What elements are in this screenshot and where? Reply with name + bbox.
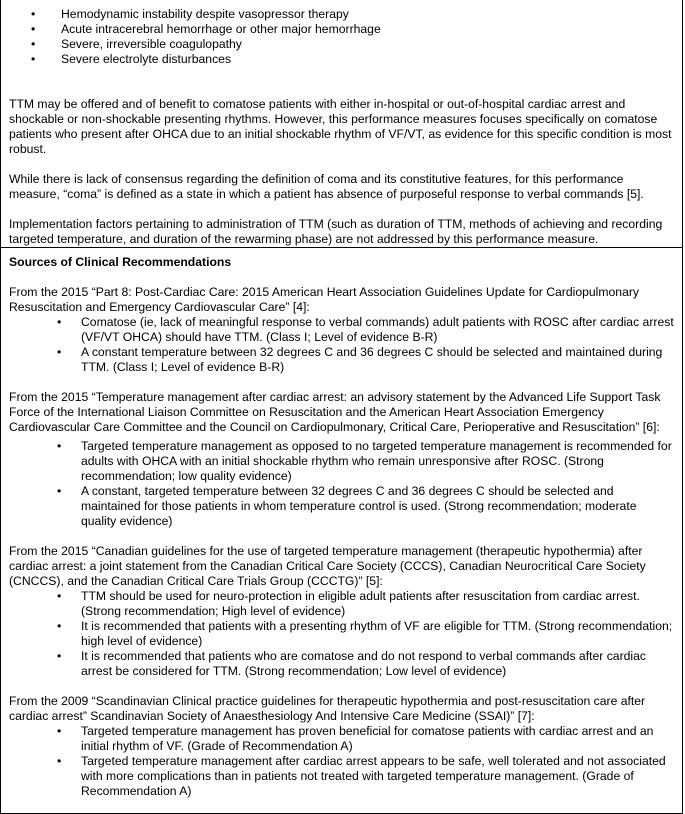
- list-item: • It is recommended that patients with a presenting rhythm of VF are eligible for TTM. (Strong recommendation; high level of evidence): [81, 619, 674, 649]
- list-item: • Comatose (ie, lack of meaningful response to verbal commands) adult patients with ROSC after cardiac arrest (VF/VT OHCA) should have TTM. (Class I; Level of evidence B-R): [81, 315, 674, 345]
- list-item: • It is recommended that patients who are comatose and do not respond to verbal commands after cardiac arrest be considered for TTM. (Strong recommendation; Low level of evidence): [81, 649, 674, 679]
- source-intro-aha: From the 2015 “Part 8: Post-Cardiac Care: 2015 American Heart Association Guidelines Update for Cardiopulmonary Resuscitation and Emergency Cardiovascular Care” [4]:: [9, 285, 639, 314]
- list-item: • Severe electrolyte disturbances: [61, 52, 674, 67]
- list-item: • A constant temperature between 32 degrees C and 36 degrees C should be selected and maintained during TTM. (Class I; Level of evidence B-R): [81, 345, 674, 375]
- list-item: • Acute intracerebral hemorrhage or other major hemorrhage: [61, 22, 674, 37]
- recommendation-list: [9, 315, 674, 375]
- recommendation-list: [9, 724, 674, 799]
- list-item: • TTM should be used for neuro-protection in eligible adult patients after resuscitation from cardiac arrest. (Strong recommendation; High level of evidence): [81, 589, 674, 619]
- list-item: • Targeted temperature management has proven beneficial for comatose patients with cardiac arrest and an initial rhythm of VF. (Grade of Recommendation A): [81, 724, 674, 754]
- list-item: • Hemodynamic instability despite vasopressor therapy: [61, 7, 674, 22]
- measure-details-cell: [1, 0, 682, 248]
- list-item: • Targeted temperature management after cardiac arrest appears to be safe, well tolerated and not associated with more complications than in patients not treated with targeted temperature management. (Grade of Recommendation A): [81, 754, 674, 799]
- sources-heading: Sources of Clinical Recommendations: [9, 255, 232, 269]
- source-intro-canadian: From the 2015 “Canadian guidelines for the use of targeted temperature management (therapeutic hypothermia) after cardiac arrest: a joint statement from the Canadian Critical Care Society (CCCS), Canadian Neurocritical Care Society (CNCCS), and the Canadian Critical Care Trials Group (CCCTG)” [5]:: [9, 544, 646, 588]
- recommendation-list: [9, 589, 674, 679]
- sources-cell: [1, 248, 682, 805]
- list-item: • Targeted temperature management as opposed to no targeted temperature management is recommended for adults with OHCA with an initial shockable rhythm who remain unresponsive after ROSC. (Strong recommendation; low quality evidence): [81, 439, 674, 484]
- paragraph-ttm-scope: TTM may be offered and of benefit to comatose patients with either in-hospital or out-of-hospital cardiac arrest and shockable or non-shockable presenting rhythms. However, this performance measures focuses specifically on comatose patients who present after OHCA due to an initial shockable rhythm of VF/VT, as evidence for this specific condition is most robust.: [9, 97, 672, 156]
- list-item: • Severe, irreversible coagulopathy: [61, 37, 674, 52]
- paragraph-coma-definition: While there is lack of consensus regarding the definition of coma and its constitutive features, for this performance measure, “coma” is defined as a state in which a patient has absence of purposeful response to verbal commands [5].: [9, 172, 644, 201]
- recommendation-list: [9, 439, 674, 529]
- list-item: • A constant, targeted temperature between 32 degrees C and 36 degrees C should be selected and maintained for those patients in whom temperature control is used. (Strong recommendation; moderate quality evidence): [81, 484, 674, 529]
- contraindication-list: [9, 7, 674, 67]
- source-intro-scandinavian: From the 2009 “Scandinavian Clinical practice guidelines for therapeutic hypothermia and post-resuscitation care after cardiac arrest” Scandinavian Society of Anaesthesiology And Intensive Care Medicine (SSAI)” [7]:: [9, 694, 646, 723]
- source-intro-ilcor: From the 2015 “Temperature management after cardiac arrest: an advisory statement by the Advanced Life Support Task Force of the International Liaison Committee on Resuscitation and the American Heart Association Emergency Cardiovascular Care Committee and the Council on Cardiopulmonary, Critical Care, Perioperative and Resuscitation” [6]:: [9, 390, 661, 434]
- paragraph-implementation: Implementation factors pertaining to administration of TTM (such as duration of TTM, methods of achieving and recording targeted temperature, and duration of the rewarming phase) are not addressed by this performance measure.: [9, 217, 663, 246]
